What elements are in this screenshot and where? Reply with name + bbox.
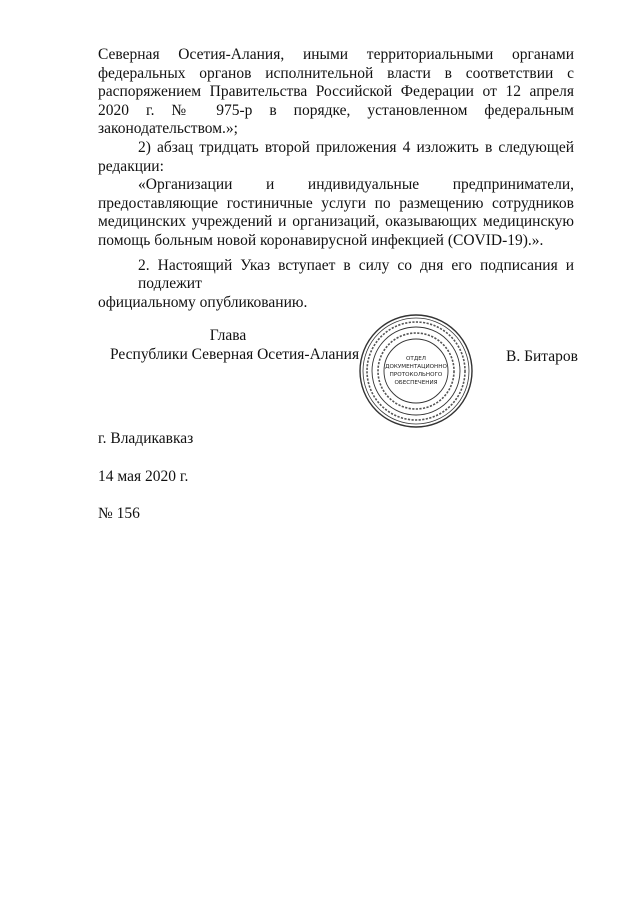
text-line: «Организации и индивидуальные предприниматели,	[138, 176, 574, 194]
paragraph-3	[98, 176, 574, 250]
signatory-name: В. Битаров	[506, 348, 578, 365]
seal-text-line: ОТДЕЛ	[406, 356, 426, 362]
document-body	[98, 46, 574, 312]
text-line: законодательством.»;	[98, 120, 238, 138]
text-line: федеральных органов исполнительной власти в соответствии с	[98, 64, 574, 82]
text-line: 2) абзац тридцать второй приложения 4 изложить в следующей	[138, 138, 574, 156]
paragraph-2	[98, 139, 574, 176]
seal-text-line: ДОКУМЕНТАЦИОННО	[385, 364, 447, 370]
text-line: официальному опубликованию.	[98, 293, 308, 311]
text-line: Северная Осетия-Алания, иными территориальными органами	[98, 46, 574, 63]
text-line: помощь больным новой коронавирусной инфекцией (COVID-19).».	[98, 231, 544, 249]
city: г. Владикавказ	[98, 430, 194, 447]
signature-block	[0, 313, 640, 423]
text-line: 2020 г. № 975-р в порядке, установленном федеральным	[98, 101, 574, 119]
signatory-title	[110, 327, 360, 364]
signatory-title-line2: Республики Северная Осетия-Алания	[110, 345, 360, 363]
text-line: 2. Настоящий Указ вступает в силу со дня его подписания и подлежит	[138, 256, 574, 293]
text-line: предоставляющие гостиничные услуги по размещению сотрудников	[98, 194, 574, 212]
seal-text-line: ПРОТОКОЛЬНОГО	[389, 372, 443, 378]
document-number: № 156	[98, 505, 140, 522]
text-line: распоряжением Правительства Российской Федерации от 12 апреля	[98, 83, 574, 101]
paragraph-1	[98, 46, 574, 139]
official-seal-stamp	[358, 313, 474, 429]
text-line: медицинских учреждений и организаций, оказывающих медицинскую	[98, 213, 574, 231]
signatory-title-line1: Глава	[209, 327, 247, 344]
text-line: редакции:	[98, 157, 164, 175]
date: 14 мая 2020 г.	[98, 468, 189, 485]
paragraph-4	[98, 257, 574, 313]
seal-text-line: ОБЕСПЕЧЕНИЯ	[394, 380, 438, 386]
